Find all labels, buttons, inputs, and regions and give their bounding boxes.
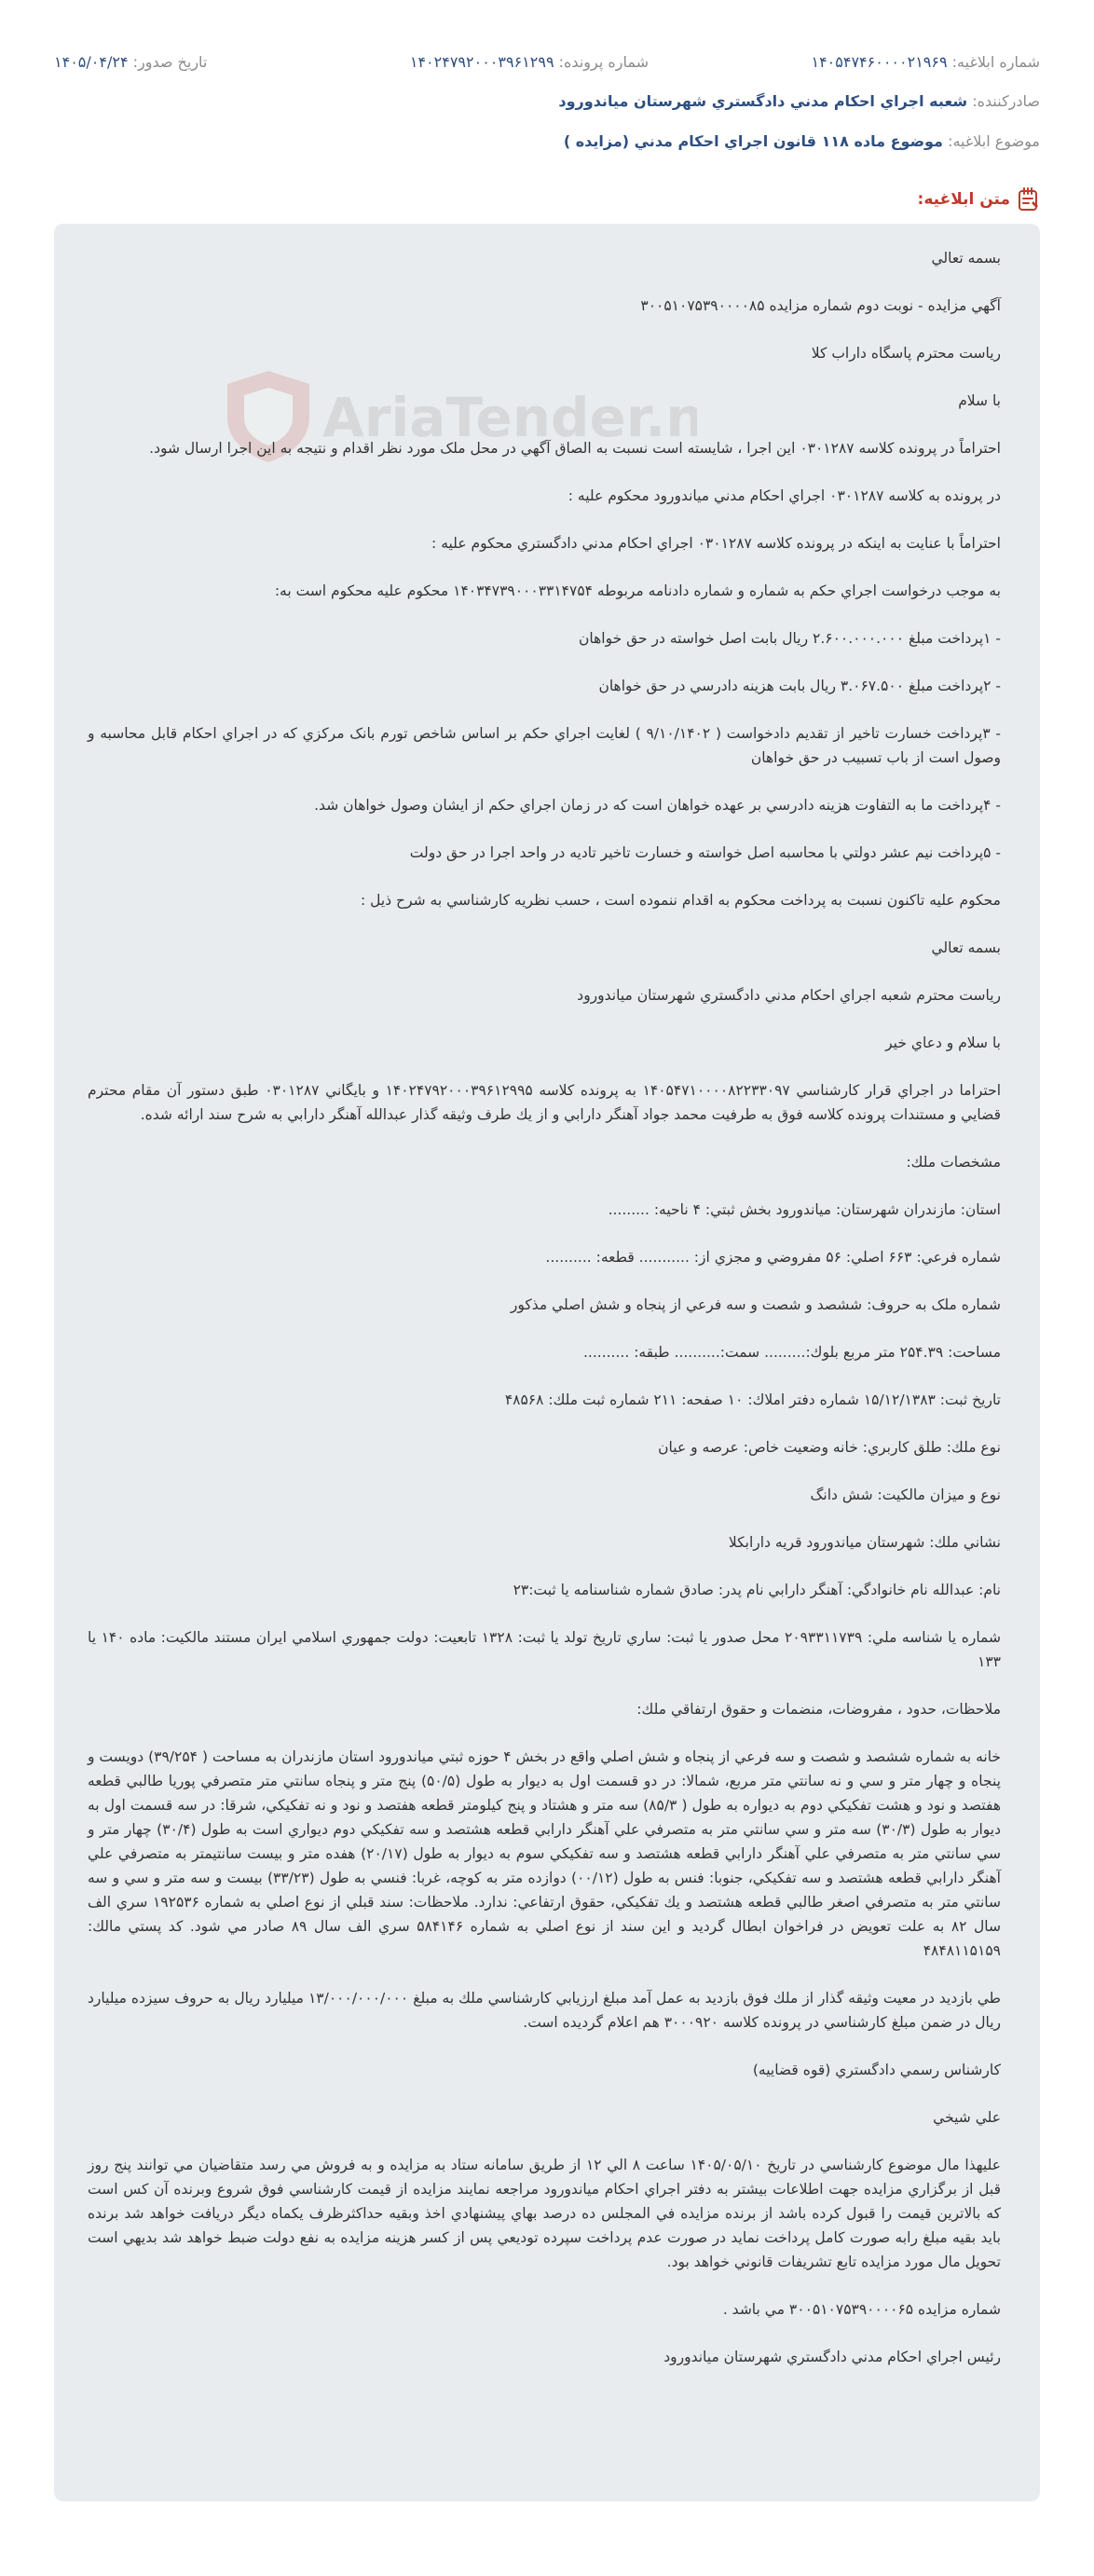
subject-label: موضوع ابلاغيه: (948, 132, 1040, 150)
notepad-icon (1018, 187, 1040, 212)
body-paragraph: خانه به شماره ششصد و شصت و سه فرعي از پنجاه و شش اصلي واقع در بخش ۴ حوزه ثبتي مياندورود استان مازندران به مساحت ( ۳۹/۲۵۴) دويست و پنجاه و چهار متر و سي و نه سانتي متر مربع، شمالا: در دو قسمت اول به ديوار به طول (۵۰/۵) پنج متر و پنجاه سانتي متر متصرفي پوريا طالبي قطعه هفتصد و نود و هشت تفكيكي دوم به ديواره به طول ( ۸۵/۳) سه متر و هشتاد و پنج كيلومتر قطعه هفتصد و نود و نه تفكيكي، شرقا: در سه قسمت اول به ديوار به طول (۳۰/۳) سه متر و سي سانتي متر به متصرفي علي آهنگر دارابي قطعه هشتصد و سه تفكيكي دوم ديواري است به طول (۳۰/۴) چهار متر و سي سانتي متر به متصرفي علي آهنگر دارابي قطعه هشتصد و سه تفكيكي سوم به ديوار به طول (۲۰/۱۷) هفده متر و بيست سانتيمتر به متصرفي علي آهنگر دارابي قطعه هشتصد و سه تفكيكي، جنوبا: فنس به طول (۰۰/۱۲) دوازده متر به كوچه، غربا: فنسي به طول (۳۳/۲۳) بيست و سه متر و سي و سه سانتي متر به متصرفي اصغر طالبي قطعه هشتصد و يك تفكيكي، حقوق ارتفاعي: ندارد. ملاحظات: سند قبلي از نوع اصلي به شماره ۱۹۲۵۳۶ سري الف سال ۸۲ به علت تعويض در فراخوان ابطال گرديد و اين سند از نوع اصلي به شماره ۵۸۴۱۴۶ سري الف سال ۸۹ صادر مي شود. كد پستي مالك: ۴۸۴۸۱۱۵۱۵۹ (88, 1748, 1002, 1959)
body-paragraph: بسمه تعالي (931, 939, 1001, 956)
body-paragraph: - ۵پرداخت نيم عشر دولتي با محاسبه اصل خواسته و خسارت تاخير تاديه در واحد اجرا در حق دولت (409, 844, 1001, 861)
body-paragraph: طي بازديد در معيت وثيقه گذار از ملك فوق بازديد به عمل آمد مبلغ ارزيابي كارشناسي ملك به مبلغ ۱۳/۰۰۰/۰۰۰/۰۰۰ ميليارد ريال به حروف سيزده ميليارد ريال در ضمن مبلغ كارشناسي در پرونده كلاسه ۳۰۰۰۹۲۰ هم اعلام گرديده است. (88, 1990, 1001, 2031)
body-paragraph: احتراما در اجراي قرار کارشناسي ۱۴۰۵۴۷۱۰۰۰۰۸۲۲۳۳۰۹۷ به پرونده کلاسه ۱۴۰۲۴۷۹۲۰۰۰۳۹۶۱۲۹۹۵ و بايگاني ۰۳۰۱۲۸۷ طبق دستور آن مقام محترم قضايي و مستندات پرونده کلاسه فوق به طرفيت محمد جواد آهنگر دارابي و از يك طرف وثيقه گذار عبدالله آهنگر دارابي به شرح سند ارائه شده. (88, 1082, 1002, 1123)
body-paragraph: رياست محترم شعبه اجراي احكام مدني دادگستري شهرستان مياندورود (577, 987, 1001, 1004)
body-paragraph: تاريخ ثبت: ۱۵/۱۲/۱۳۸۳ شماره دفتر املاك: ۱۰ صفحه: ۲۱۱ شماره ثبت ملك: ۴۸۵۶۸ (504, 1391, 1001, 1408)
body-paragraph: شماره فرعي: ۶۶۳ اصلي: ۵۶ مفروضي و مجزي از: ........... قطعه: .......... (545, 1249, 1001, 1266)
body-paragraph: آگهي مزايده - نوبت دوم شماره مزايده ۳۰۰۵۱۰۷۵۳۹۰۰۰۰۸۵ (640, 297, 1001, 314)
body-paragraph: بسمه تعالي (931, 250, 1001, 267)
body-paragraph: شماره يا شناسه ملي: ۲۰۹۳۳۱۱۷۳۹ محل صدور يا ثبت: ساري تاريخ تولد يا ثبت: ۱۳۲۸ تابعيت: دولت جمهوري اسلامي ايران مستند مالكيت: ماده ۱۴۰ يا ۱۳۳ (88, 1629, 1002, 1670)
body-paragraph: شماره مزايده ۳۰۰۵۱۰۷۵۳۹۰۰۰۰۶۵ مي باشد . (722, 2301, 1001, 2318)
body-paragraph: استان: مازندران شهرستان: مياندورود بخش ثبتي: ۴ ناحيه: ......... (608, 1201, 1001, 1218)
issue-date-value: ۱۴۰۵/۰۴/۲۴ (54, 53, 129, 71)
body-paragraph: - ۳پرداخت خسارت تاخير از تقديم دادخواست ( ۹/۱۰/۱۴۰۲ ) لغايت اجراي حکم بر اساس شاخص تورم بانک مرکزي که در اجراي احکام قابل محاسبه و وصول است از باب تسبيب در حق خواهان (88, 725, 1001, 766)
issuer-row (54, 91, 1040, 112)
issuer-label: صادرکننده: (972, 92, 1040, 110)
notice-number (811, 52, 1040, 73)
header-meta-row (54, 52, 1040, 75)
notice-number-label: شماره ابلاغيه: (951, 53, 1040, 71)
body-paragraph: در پرونده به کلاسه ۰۳۰۱۲۸۷ اجراي احكام مدني مياندورود محكوم عليه : (568, 487, 1001, 504)
body-paragraph: - ۲پرداخت مبلغ ۳.۰۶۷.۵۰۰ ريال بابت هزينه دادرسي در حق خواهان (598, 678, 1001, 694)
body-paragraph: - ۱پرداخت مبلغ ۲.۶۰۰.۰۰۰.۰۰۰ ريال بابت اصل خواسته در حق خواهان (579, 630, 1001, 647)
body-paragraph: نام: عبدالله نام خانوادگي: آهنگر دارابي نام پدر: صادق شماره شناسنامه يا ثبت:۲۳ (513, 1582, 1001, 1598)
notice-number-value: ۱۴۰۵۴۷۴۶۰۰۰۰۲۱۹۶۹ (811, 53, 948, 71)
body-paragraph: رياست محترم پاسگاه داراب کلا (811, 345, 1001, 362)
body-paragraph: با سلام (958, 392, 1001, 409)
body-paragraph: - ۴پرداخت ما به التفاوت هزينه دادرسي بر عهده خواهان است که در زمان اجراي حکم از ايشان وصول خواهان شد. (314, 797, 1001, 814)
body-paragraph: رئيس اجراي احكام مدني دادگستري شهرستان مياندورود (663, 2349, 1001, 2365)
body-paragraph: ملاحظات، حدود ، مفروضات، منضمات و حقوق ارتفاقي ملك: (636, 1701, 1001, 1718)
body-paragraph: علي شيخي (933, 2109, 1001, 2126)
body-paragraph: كارشناس رسمي دادگستري (قوه قضاييه) (752, 2062, 1001, 2078)
body-paragraph: نشاني ملك: شهرستان مياندورود قريه دارابكلا (728, 1534, 1001, 1551)
body-paragraph: با سلام و دعاي خير (885, 1035, 1001, 1051)
notice-body-panel (54, 224, 1040, 2501)
case-number (410, 52, 649, 73)
notice-body-text (88, 246, 1001, 2392)
body-paragraph: مساحت: ۲۵۴.۳۹ متر مربع بلوك:......... سمت:.......... طبقه: .......... (583, 1344, 1001, 1361)
body-paragraph: نوع و ميزان مالكيت: شش دانگ (810, 1487, 1001, 1503)
body-paragraph: شماره ملک به حروف: ششصد و شصت و سه فرعي از پنجاه و شش اصلي مذکور (510, 1296, 1001, 1313)
issuer-value: شعبه اجراي احكام مدني دادگستري شهرستان مياندورود (558, 92, 968, 110)
body-paragraph: به موجب درخواست اجراي حکم به شماره و شماره دادنامه مربوطه ۱۴۰۳۴۷۳۹۰۰۰۳۳۱۴۷۵۴ محکوم عليه محکوم است به: (274, 582, 1001, 599)
body-paragraph: عليهذا مال موضوع کارشناسي در تاريخ ۱۴۰۵/۰۵/۱۰ ساعت ۸ الي ۱۲ از طريق سامانه ستاد به مزايده و به فروش مي رسد متقاضيان مي توانند پنج روز قبل از برگزاري مزايده جهت اطلاعات بيشتر به دفتر اجراي احکام مياندورود مراجعه نمايند مزايده از قيمت کارشناسي فوق شروع وبرنده آن کس است که بالاترين قيمت را قبول کرده باشد از برنده مزايده في المجلس ده درصد بهاي پيشنهادي اخذ وبقيه حداکثرظرف يکماه ديگر دريافت خواهد شد برنده بايد بقيه مبلغ رابه صورت کامل پرداخت نمايد در صورت عدم پرداخت سپرده توديعي پس از کسر هزينه مزايده به نفع دولت ضبط خواهد شد بديهي است تحويل مال مورد مزايده تابع تشريفات قانوني خواهد بود. (88, 2157, 1001, 2270)
watermark-text: AriaTender.n (322, 386, 697, 449)
body-paragraph: محکوم عليه تاکنون نسبت به پرداخت محکوم به اقدام ننموده است ، حسب نظريه کارشناسي به شرح ذيل : (361, 892, 1001, 909)
case-number-label: شماره پرونده: (558, 53, 649, 71)
body-paragraph: نوع ملك: طلق كاربري: خانه وضعيت خاص: عرصه و عيان (658, 1439, 1001, 1456)
case-number-value: ۱۴۰۲۴۷۹۲۰۰۰۳۹۶۱۲۹۹ (409, 53, 554, 71)
body-paragraph: مشخصات ملك: (906, 1154, 1001, 1171)
issue-date (54, 52, 207, 73)
issue-date-label: تاريخ صدور: (132, 53, 208, 71)
body-paragraph: احتراماً در پرونده کلاسه ۰۳۰۱۲۸۷ اين اجرا ، شايسته است نسبت به الصاق آگهي در محل ملک مورد نظر اقدام و نتيجه به اين اجرا ارسال شود. (149, 440, 1001, 457)
subject-value: موضوع ماده ۱۱۸ قانون اجراي احکام مدني (مزايده ) (563, 132, 943, 150)
section-title (918, 186, 1040, 212)
section-title-label: متن ابلاغيه: (917, 190, 1010, 209)
body-paragraph: احتراماً با عنايت به اينکه در پرونده کلاسه ۰۳۰۱۲۸۷ اجراي احكام مدني دادگستري محکوم عليه : (431, 535, 1001, 552)
subject-row (54, 131, 1040, 152)
